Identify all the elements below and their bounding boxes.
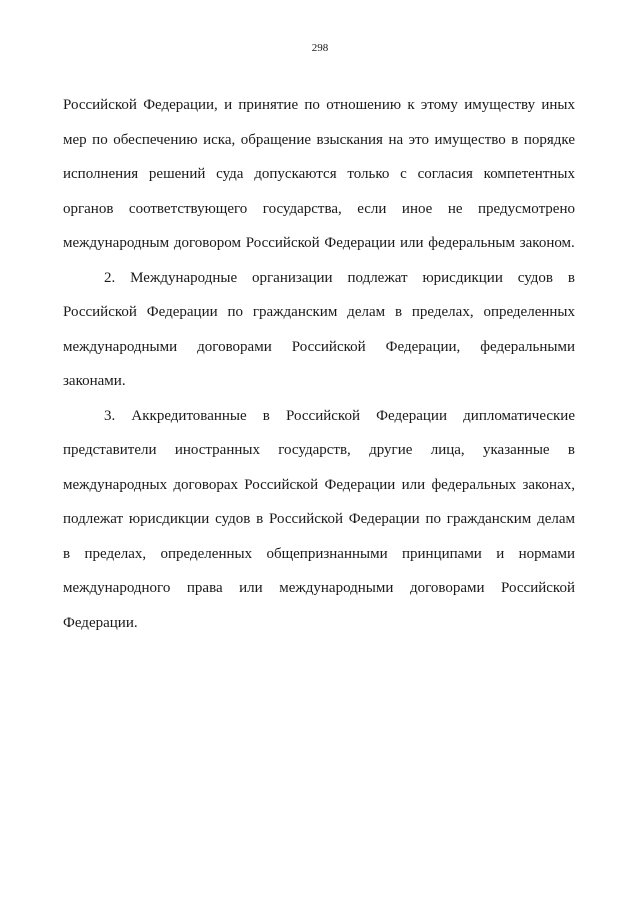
paragraph-3 bbox=[63, 399, 575, 641]
paragraph-continuation bbox=[63, 88, 575, 261]
page-number: 298 bbox=[311, 42, 329, 54]
paragraph-text: Российской Федерации, и принятие по отношению к этому имуществу иных мер по обеспечению иска, обращение взыскания на это имущество в порядке исполнения решений суда допускаются только с согласия компетентных органов соответствующего государства, если иное не предусмотрено международным договором Российской Федерации или федеральным законом. bbox=[63, 97, 575, 251]
paragraph-text: Аккредитованные в Российской Федерации дипломатические представители иностранных государств, другие лица, указанные в международных договорах Российской Федерации или федеральных законах, подлежат юрисдикции судов в Российской Федерации по гражданским делам в пределах, определенных общепризнанными принципами и нормами международного права или международными договорами Российской Федерации. bbox=[63, 407, 575, 631]
document-body bbox=[63, 88, 575, 640]
paragraph-text: Международные организации подлежат юрисдикции судов в Российской Федерации по гражданским делам в пределах, определенных международными договорами Российской Федерации, федеральными законами. bbox=[63, 269, 576, 389]
paragraph-number: 3. bbox=[104, 407, 116, 424]
paragraph-2 bbox=[63, 261, 575, 399]
paragraph-number: 2. bbox=[104, 269, 116, 286]
